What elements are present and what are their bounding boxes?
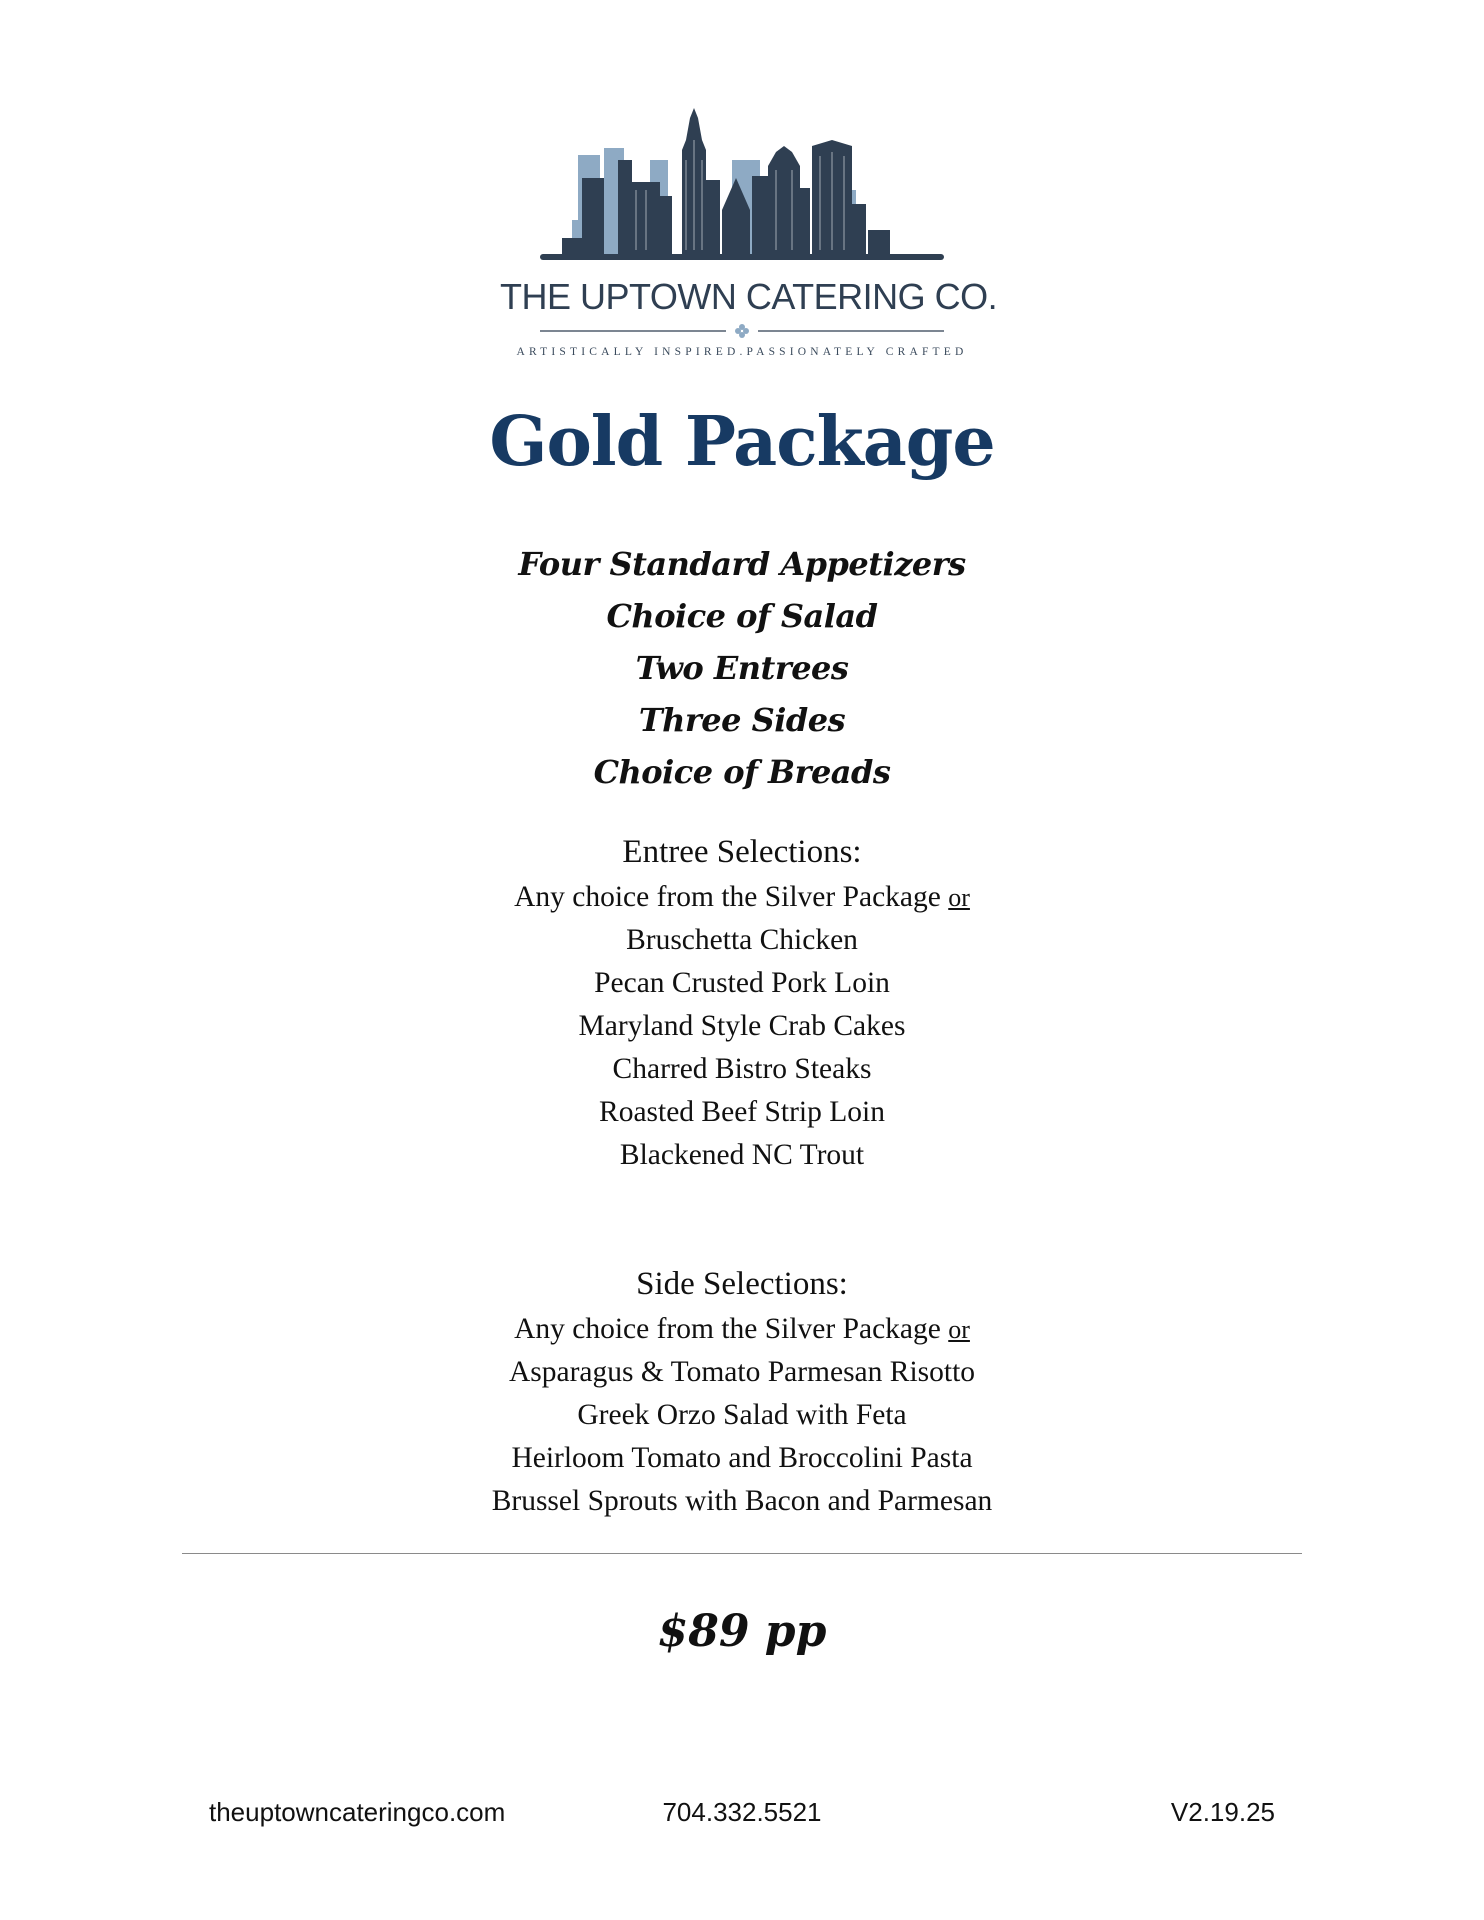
footer-phone: 704.332.5521 — [662, 1797, 822, 1827]
side-list — [0, 1308, 1484, 1523]
side-intro-text: Any choice from the Silver Package — [514, 1313, 941, 1345]
brand-tagline: ARTISTICALLY INSPIRED.PASSIONATELY CRAFTED — [516, 346, 968, 358]
entree-heading: Entree Selections: — [622, 834, 862, 870]
entree-intro-text: Any choice from the Silver Package — [514, 881, 941, 913]
or-label: or — [948, 883, 970, 912]
package-features — [0, 538, 1484, 798]
list-item: Asparagus & Tomato Parmesan Risotto — [508, 1356, 976, 1388]
city-skyline-icon — [500, 100, 984, 272]
list-item: Heirloom Tomato and Broccolini Pasta — [511, 1442, 973, 1474]
entree-list — [0, 876, 1484, 1177]
feature-item: Choice of Salad — [606, 597, 878, 635]
company-logo — [500, 100, 998, 370]
list-item: Charred Bistro Steaks — [612, 1053, 872, 1085]
list-item: Brussel Sprouts with Bacon and Parmesan — [491, 1485, 993, 1517]
footer-website-link[interactable]: theuptowncateringco.com — [209, 1797, 506, 1827]
feature-item: Choice of Breads — [593, 753, 891, 791]
list-item: Roasted Beef Strip Loin — [599, 1096, 885, 1128]
price-label: $89 pp — [657, 1606, 827, 1657]
list-item: Maryland Style Crab Cakes — [578, 1010, 906, 1042]
side-intro — [0, 1308, 1484, 1351]
brand-name: THE UPTOWN CATERING CO. — [500, 276, 998, 317]
entree-intro — [0, 876, 1484, 919]
list-item: Bruschetta Chicken — [626, 924, 858, 956]
list-item: Pecan Crusted Pork Loin — [594, 967, 890, 999]
entree-selections — [0, 828, 1484, 1177]
side-selections — [0, 1260, 1484, 1523]
list-item: Blackened NC Trout — [619, 1139, 865, 1171]
feature-item: Two Entrees — [635, 649, 849, 687]
feature-item: Four Standard Appetizers — [518, 545, 966, 583]
footer-version: V2.19.25 — [1170, 1797, 1275, 1827]
page-title: Gold Package — [489, 402, 995, 482]
side-heading: Side Selections: — [636, 1266, 848, 1302]
or-label: or — [948, 1315, 970, 1344]
feature-item: Three Sides — [638, 701, 846, 739]
list-item: Greek Orzo Salad with Feta — [577, 1399, 907, 1431]
horizontal-divider — [182, 1553, 1302, 1554]
ornament-divider-icon — [540, 324, 944, 338]
